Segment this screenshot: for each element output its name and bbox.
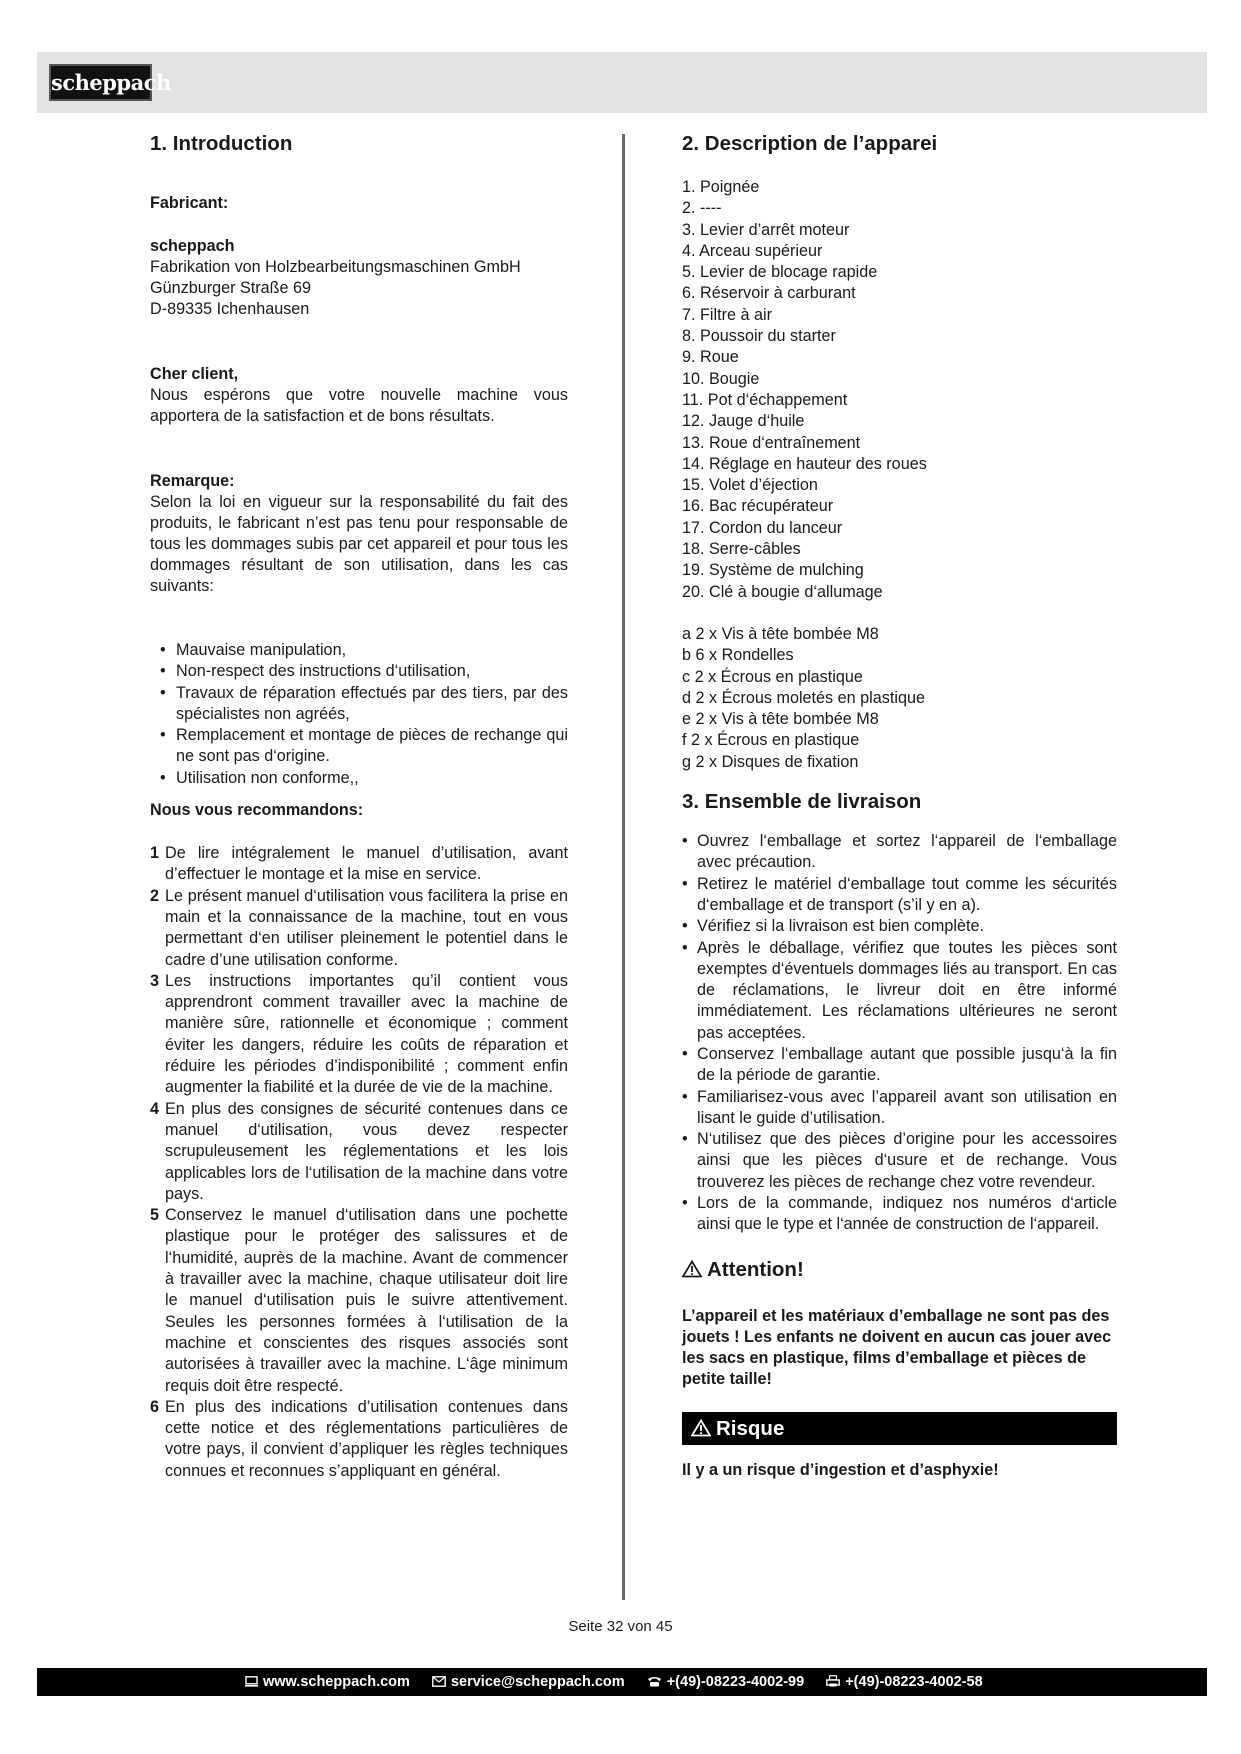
list-item: 11. Pot d‘échappement (682, 390, 848, 409)
item-text: De lire intégralement le manuel d’utilisation, avant d’effectuer le montage et la mise en service. (165, 844, 568, 884)
item-number: 3 (150, 971, 160, 990)
list-item: 15. Volet d’éjection (682, 476, 818, 495)
list-item: 6. Réservoir à carburant (682, 284, 856, 303)
list-item (150, 1205, 568, 1397)
item-number: 6 (150, 1397, 160, 1416)
list-item: 16. Bac récupérateur (682, 497, 834, 516)
list-item (150, 971, 568, 1099)
parts-list (682, 177, 1117, 603)
list-item: b 6 x Rondelles (682, 646, 794, 665)
list-item: 9. Roue (682, 348, 739, 367)
item-text: En plus des indications d’utilisation contenues dans cette notice et des réglementations particulières de votre pays, il convient d’appliquer les règles techniques connues et reconnues s’appliquant en général. (165, 1397, 568, 1480)
list-item: 17. Cordon du lanceur (682, 518, 843, 537)
list-item: 5. Levier de blocage rapide (682, 263, 878, 282)
footer-email[interactable] (432, 1668, 625, 1696)
list-item: 2. ---- (682, 199, 722, 218)
attention-text: L’appareil et les matériaux d’emballage ne sont pas des jouets ! Les enfants ne doivent en aucun cas jouer avec les sacs en plastique, films d’emballage et pièces de petite taille! (682, 1306, 1112, 1388)
footer-website[interactable] (245, 1668, 410, 1696)
address-line: Fabrikation von Holzbearbeitungsmaschinen GmbH (150, 258, 521, 276)
item-text: Les instructions importantes qu’il contient vous apprendront comment travailler avec la machine de manière sûre, rationnelle et économique ; comment éviter les dangers, réduire les coûts de réparation et réduire les périodes d’indisponibilité ; comment enfin augmenter la fiabilité et la durée de vie de la machine. (165, 971, 568, 1097)
list-item: • Familiarisez-vous avec l’appareil avant son utilisation en lisant le guide d’utilisation. (682, 1087, 1117, 1130)
liability-cases-list (150, 640, 568, 789)
footer-bar (37, 1668, 1207, 1696)
footer-fax[interactable] (826, 1668, 982, 1696)
company-name: scheppach (150, 237, 235, 255)
delivery-heading: 3. Ensemble de livraison (682, 790, 922, 814)
note-text: Selon la loi en vigueur sur la responsabilité du fait des produits, le fabricant n’est pas tenu pour responsable de tous les dommages subis par cet appareil et pour tous les dommages résultant de son utilisation, dans les cas suivants: (150, 493, 568, 595)
list-item: c 2 x Écrous en plastique (682, 667, 863, 686)
list-item: • Remplacement et montage de pièces de rechange qui ne sont pas d‘origine. (150, 725, 568, 768)
list-item: • Retirez le matériel d‘emballage tout comme les sécurités d‘emballage et de transport (s’il y en a). (682, 874, 1117, 917)
risk-banner (682, 1412, 1117, 1445)
scheppach-logo: scheppach (49, 64, 152, 101)
list-item: a 2 x Vis à tête bombée M8 (682, 624, 879, 643)
column-divider (622, 134, 625, 1600)
website-text: www.scheppach.com (263, 1674, 410, 1690)
list-item: f 2 x Écrous en plastique (682, 731, 860, 750)
warning-icon (691, 1419, 711, 1437)
greeting-text: Nous espérons que votre nouvelle machine vous apportera de la satisfaction et de bons résultats. (150, 386, 568, 425)
recommendations-list (150, 843, 568, 1482)
list-item: • Mauvaise manipulation, (150, 640, 568, 661)
footer-phone[interactable] (647, 1668, 804, 1696)
list-item: • Utilisation non conforme,, (150, 768, 568, 789)
list-item: 4. Arceau supérieur (682, 241, 823, 260)
list-item: 8. Poussoir du starter (682, 327, 836, 346)
item-number: 2 (150, 886, 160, 905)
address-line: D-89335 Ichenhausen (150, 300, 310, 318)
list-item: 20. Clé à bougie d‘allumage (682, 582, 883, 601)
fax-text: +(49)-08223-4002-58 (845, 1674, 983, 1690)
list-item: d 2 x Écrous moletés en plastique (682, 688, 925, 707)
introduction-heading: 1. Introduction (150, 132, 293, 155)
risk-title: Risque (716, 1416, 785, 1440)
list-item: • Travaux de réparation effectués par des tiers, par des spécialistes non agréés, (150, 683, 568, 726)
list-item: • N‘utilisez que des pièces d’origine pour les accessoires ainsi que les pièces d‘usure et de rechange. Vous trouverez les pièces de rechange chez votre revendeur. (682, 1129, 1117, 1193)
list-item: 19. Système de mulching (682, 561, 864, 580)
phone-text: +(49)-08223-4002-99 (666, 1674, 805, 1690)
risk-text: Il y a un risque d’ingestion et d’asphyxie! (682, 1460, 999, 1479)
list-item: 10. Bougie (682, 369, 760, 388)
list-item: • Conservez l‘emballage autant que possible jusqu‘à la fin de la période de garantie. (682, 1044, 1117, 1087)
delivery-list (682, 831, 1117, 1236)
accessories-list (682, 624, 1117, 773)
manufacturer-label: Fabricant: (150, 194, 229, 212)
warning-icon (682, 1260, 702, 1278)
list-item (150, 1099, 568, 1205)
item-number: 4 (150, 1099, 160, 1118)
recommend-title: Nous vous recommandons: (150, 801, 364, 820)
list-item: 18. Serre-câbles (682, 540, 801, 559)
phone-icon (647, 1676, 662, 1687)
computer-icon (245, 1676, 258, 1687)
attention-title: Attention! (707, 1257, 804, 1281)
list-item: g 2 x Disques de fixation (682, 752, 859, 771)
address-line: Günzburger Straße 69 (150, 279, 312, 297)
list-item: 12. Jauge d‘huile (682, 412, 805, 431)
list-item: • Ouvrez l‘emballage et sortez l‘appareil de l‘emballage avec précaution. (682, 831, 1117, 874)
list-item (150, 886, 568, 971)
list-item: • Lors de la commande, indiquez nos numéros d‘article ainsi que le type et l‘année de construction de l‘appareil. (682, 1193, 1117, 1236)
fax-icon (826, 1675, 840, 1687)
description-heading: 2. Description de l’apparei (682, 132, 938, 155)
list-item: e 2 x Vis à tête bombée M8 (682, 710, 879, 729)
right-column (682, 128, 1117, 1481)
list-item: 14. Réglage en hauteur des roues (682, 454, 927, 473)
envelope-icon (432, 1676, 446, 1687)
note-title: Remarque: (150, 472, 235, 490)
header-bar (37, 52, 1207, 113)
list-item: • Non-respect des instructions d‘utilisation, (150, 661, 568, 682)
list-item: • Vérifiez si la livraison est bien complète. (682, 916, 1117, 937)
item-text: Le présent manuel d‘utilisation vous facilitera la prise en main et la connaissance de la machine, tout en vous permettant d‘en utiliser pleinement le potentiel dans le cadre d’une utilisation conforme. (165, 886, 568, 969)
list-item: 7. Filtre à air (682, 305, 772, 324)
list-item (150, 1397, 568, 1482)
list-item: 3. Levier d’arrêt moteur (682, 220, 850, 239)
left-column (150, 128, 568, 1482)
list-item: 1. Poignée (682, 178, 760, 196)
list-item: 13. Roue d‘entraînement (682, 433, 861, 452)
item-number: 5 (150, 1206, 160, 1225)
greeting-title: Cher client, (150, 365, 239, 383)
page-number: Seite 32 von 45 (568, 1618, 673, 1635)
attention-heading (682, 1254, 1117, 1286)
email-text: service@scheppach.com (450, 1674, 625, 1690)
item-text: Conservez le manuel d‘utilisation dans une pochette plastique pour le protéger des salissures et de l‘humidité, auprès de la machine. Avant de commencer à travailler avec la machine, chaque utilisateur doit lire le manuel d‘utilisation puis le suivre attentivement. Seules les personnes formées à l‘utilisation de la machine et conscientes des risques associés sont autorisées à travailler avec la machine. L‘âge minimum requis doit être respecté. (165, 1206, 568, 1395)
item-text: En plus des consignes de sécurité contenues dans ce manuel d‘utilisation, vous devez respecter scrupuleusement les réglementations et les lois applicables lors de l‘utilisation de la machine dans votre pays. (165, 1099, 568, 1203)
list-item: • Après le déballage, vérifiez que toutes les pièces sont exemptes d‘éventuels dommages liés au transport. En cas de réclamations, le livreur doit en être informé immédiatement. Les réclamations ultérieures ne seront pas acceptées. (682, 938, 1117, 1044)
list-item (150, 843, 568, 886)
item-number: 1 (150, 844, 160, 863)
